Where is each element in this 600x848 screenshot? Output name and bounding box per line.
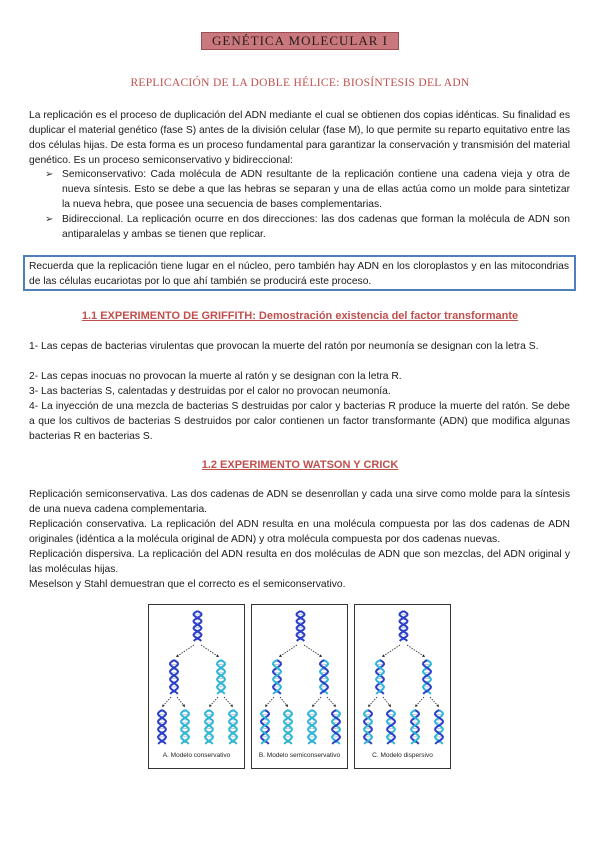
second-generation-helix — [308, 710, 316, 744]
griffith-point-1: 1- Las cepas de bacterias virulentas que provocan la muerte del ratón por neumonía se designan con la letra S. — [29, 341, 539, 352]
figure-panel-conservative — [148, 604, 245, 769]
second-generation-helix — [261, 710, 269, 744]
second-generation-helix — [387, 710, 395, 744]
figure-caption: C. Modelo dispersivo — [372, 752, 433, 759]
arrow-head — [436, 704, 439, 707]
bullet-text: Semiconservativo: Cada molécula de ADN resultante de la replicación contiene una cadena vieja y otra de nueva síntesis. Esto se debe a que las hebras se separan y una de ellas actúa como un molde para sintetizar la nueva hebra, que posee una secuencia de bases complementarias. — [62, 169, 570, 210]
arrow-head — [230, 704, 233, 707]
first-generation-helix — [376, 660, 384, 694]
griffith-point-4: 4- La inyección de una mezcla de bacterias S destruidas por calor y bacterias R produce la muerte del ratón. Se debe a que los cultivos de bacterias S destruidos por calor contienen un factor transformante (ADN) que modifica algunas bacterias R en bacterias S. — [29, 401, 570, 442]
title-banner — [201, 32, 399, 50]
arrow-head — [382, 654, 385, 657]
arrow-head — [279, 654, 282, 657]
figure-panel-dispersive — [354, 604, 451, 769]
page-title: GENÉTICA MOLECULAR I — [212, 33, 388, 48]
first-generation-helix — [320, 660, 328, 694]
arrow-bullet-icon: ➢ — [45, 214, 54, 225]
arrow-head — [368, 704, 371, 707]
note-text: Recuerda que la replicación tiene lugar en el núcleo, pero también hay ADN en los cloroplastos y en las mitocondrias de las células eucariotas por lo que ahí también se producirá este proceso. — [29, 261, 569, 287]
model-semiconservative: Replicación semiconservativa. Las dos cadenas de ADN se desenrollan y cada una sirve como molde para la síntesis de una nueva cadena complementaria. — [29, 489, 570, 515]
second-generation-helix — [181, 710, 189, 744]
griffith-point-2: 2- Las cepas inocuas no provocan la muerte al ratón y se designan con la letra R. — [29, 371, 402, 382]
intro-paragraph: La replicación es el proceso de duplicación del ADN mediante el cual se obtienen dos copias idénticas. Su finalidad es duplicar el material genético (fase S) antes de la división celular (fase M), lo que permite su reparto equitativo entre las dos células hijas. De esta forma es un proceso fundamental para garantizar la conservación y transmisión del material genético. Es un proceso semiconservativo y bidireccional: — [29, 110, 570, 166]
arrow-head — [319, 654, 322, 657]
replication-arrow — [176, 645, 194, 657]
parent-helix — [400, 611, 408, 641]
bullet-text: Bidireccional. La replicación ocurre en dos direcciones: las dos cadenas que forman la molécula de ADN son antiparalelas y ambas se tienen que replicar. — [62, 214, 570, 240]
note-box — [23, 255, 576, 291]
arrow-bullet-icon: ➢ — [45, 169, 54, 180]
arrow-head — [333, 704, 336, 707]
second-generation-helix — [205, 710, 213, 744]
arrow-head — [265, 704, 268, 707]
figure-panel-semiconservative — [251, 604, 348, 769]
dna-diagram-dispersive — [355, 605, 452, 770]
arrow-head — [209, 704, 212, 707]
first-generation-helix — [217, 660, 225, 694]
section-heading-watson-crick: 1.2 EXPERIMENTO WATSON Y CRICK — [201, 459, 399, 471]
arrow-head — [162, 704, 165, 707]
replication-arrow — [304, 645, 322, 657]
replication-arrow — [407, 645, 425, 657]
figure-caption: B. Modelo semiconservativo — [258, 752, 341, 759]
dna-diagram-semiconservative — [252, 605, 349, 770]
meselson-stahl-conclusion: Meselson y Stahl demuestran que el correcto es el semiconservativo. — [29, 579, 346, 590]
arrow-head — [312, 704, 315, 707]
bullet-semiconservative — [45, 167, 570, 212]
parent-helix — [194, 611, 202, 641]
second-generation-helix — [332, 710, 340, 744]
arrow-head — [422, 654, 425, 657]
griffith-point-3: 3- Las bacterias S, calentadas y destruidas por el calor no provocan neumonía. — [29, 386, 391, 397]
second-generation-helix — [284, 710, 292, 744]
first-generation-helix — [423, 660, 431, 694]
section-heading-griffith: 1.1 EXPERIMENTO DE GRIFFITH: Demostración existencia del factor transformante — [81, 310, 519, 322]
bullet-bidirectional — [45, 212, 570, 242]
arrow-head — [216, 654, 219, 657]
dna-diagram-conservative — [149, 605, 246, 770]
model-dispersive: Replicación dispersiva. La replicación del ADN resulta en dos moléculas de ADN que son mezclas, del ADN original y las moléculas hijas. — [29, 549, 570, 575]
second-generation-helix — [435, 710, 443, 744]
page-subtitle: REPLICACIÓN DE LA DOBLE HÉLICE: BIOSÍNTESIS DEL ADN — [130, 77, 470, 89]
arrow-head — [415, 704, 418, 707]
replication-arrow — [201, 645, 219, 657]
second-generation-helix — [364, 710, 372, 744]
arrow-head — [176, 654, 179, 657]
second-generation-helix — [229, 710, 237, 744]
replication-arrow — [279, 645, 297, 657]
parent-helix — [297, 611, 305, 641]
first-generation-helix — [273, 660, 281, 694]
first-generation-helix — [170, 660, 178, 694]
replication-arrow — [382, 645, 400, 657]
second-generation-helix — [158, 710, 166, 744]
second-generation-helix — [411, 710, 419, 744]
model-conservative: Replicación conservativa. La replicación del ADN resulta en una molécula compuesta por las dos cadenas de ADN originales (idéntica a la molécula original de ADN) y otra molécula compuesta por dos cadenas nuevas. — [29, 519, 570, 545]
figure-caption: A. Modelo conservativo — [162, 752, 231, 759]
